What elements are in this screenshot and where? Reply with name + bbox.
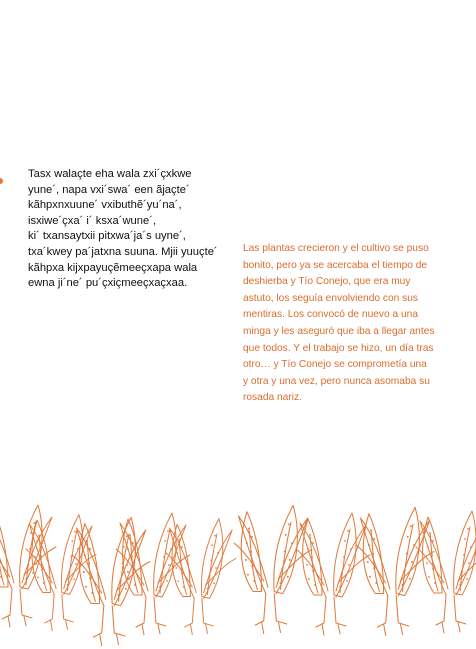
spanish-line: astuto, los seguía envolviendo con sus bbox=[243, 292, 418, 304]
corn-plant bbox=[356, 507, 434, 635]
nasa-line: Tasx walaçte eha wala zxi´çxkwe bbox=[28, 168, 192, 180]
spanish-line: bonito, pero ya se acercaba el tiempo de bbox=[243, 259, 428, 271]
spanish-line: mentiras. Los convocó de nuevo a una bbox=[243, 309, 418, 321]
page-edge-mark bbox=[0, 178, 3, 184]
corn-plant bbox=[26, 515, 96, 631]
spanish-line: Las plantas crecieron y el cultivo se puso bbox=[243, 243, 429, 254]
corn-plant bbox=[416, 511, 476, 633]
nasa-line: kãhpxa kijxpayuçẽmeeçxapa wala bbox=[28, 261, 198, 274]
nasa-line: ewna ji´ne´ pu´çxiçmeeçxaçxaa. bbox=[28, 277, 188, 290]
spanish-line: y otra y una vez, pero nunca asomaba su bbox=[243, 375, 430, 387]
spanish-line: rosada nariz. bbox=[243, 392, 302, 404]
spanish-line: otro… y Tío Conejo se comprometía una bbox=[243, 359, 427, 371]
nasa-line: ki´ txansaytxii pitxwa´ja´s uyne´, bbox=[28, 230, 186, 243]
spanish-paragraph bbox=[243, 241, 473, 407]
spanish-line: minga y les aseguró que iba a llegar antes bbox=[243, 325, 435, 337]
spanish-line: que todos. Y el trabajo se hizo, un día tras bbox=[243, 342, 434, 354]
nasa-yuwe-paragraph bbox=[28, 167, 246, 292]
nasa-line: isxiwe´çxa´ i´ ksxa´wune´, bbox=[28, 214, 157, 227]
nasa-line: kãhpxnxuune´ vxibuthẽ´yu´na´, bbox=[28, 199, 182, 212]
corn-plant bbox=[0, 505, 56, 627]
corn-plant bbox=[116, 513, 190, 635]
nasa-line: yune´, napa vxi´swa´ een ãjaçte´ bbox=[28, 183, 190, 196]
corn-plants-illustration bbox=[0, 495, 476, 649]
spanish-line: deshierba y Tío Conejo, que era muy bbox=[243, 276, 411, 288]
corn-plant bbox=[296, 513, 370, 635]
nasa-line: txa´kwey pa´jatxna suuna. Mjii yuuçte´ bbox=[28, 245, 218, 258]
